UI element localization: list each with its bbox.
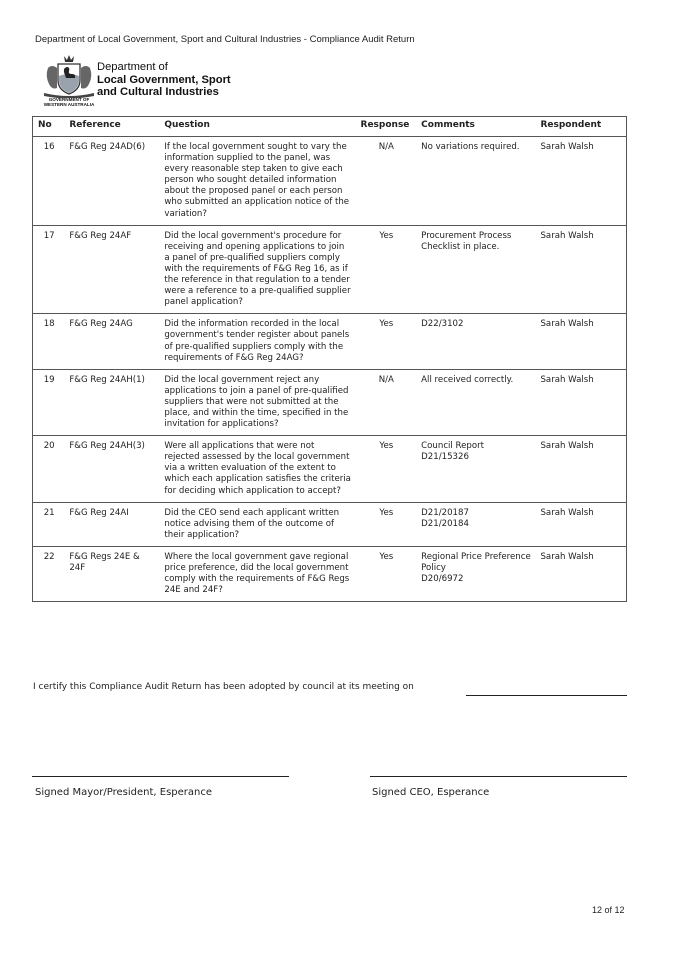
logo-caption bbox=[38, 97, 100, 107]
row-respondent: Sarah Walsh bbox=[535, 436, 626, 502]
department-name bbox=[97, 61, 231, 99]
page-number: 12 of 12 bbox=[592, 905, 625, 915]
row-no: 16 bbox=[33, 137, 65, 226]
row-reference: F&G Reg 24AF bbox=[64, 225, 159, 314]
row-response: Yes bbox=[356, 546, 417, 601]
row-reference: F&G Reg 24AH(1) bbox=[64, 369, 159, 435]
table-row bbox=[33, 314, 627, 369]
table-row bbox=[33, 225, 627, 314]
row-reference: F&G Reg 24AD(6) bbox=[64, 137, 159, 226]
row-comments bbox=[416, 225, 535, 314]
header-response: Response bbox=[356, 117, 417, 137]
ceo-signature-line bbox=[370, 776, 627, 777]
row-no: 17 bbox=[33, 225, 65, 314]
comment-line: D20/6972 bbox=[421, 574, 464, 585]
row-question: If the local government sought to vary the information supplied to the panel, was every reasonable step taken to give each person who sought detailed information about the proposed panel or each person who submitted an application notice of the variation? bbox=[159, 137, 355, 226]
row-comments bbox=[416, 502, 535, 546]
ceo-signature-label: Signed CEO, Esperance bbox=[372, 787, 490, 798]
table-row bbox=[33, 436, 627, 502]
row-no: 20 bbox=[33, 436, 65, 502]
header-no: No bbox=[33, 117, 65, 137]
table-row bbox=[33, 546, 627, 601]
comment-line: D21/20187 bbox=[421, 507, 469, 518]
dept-line-1: Department of bbox=[97, 61, 168, 73]
row-response: Yes bbox=[356, 314, 417, 369]
row-reference: F&G Reg 24AI bbox=[64, 502, 159, 546]
compliance-audit-table bbox=[32, 116, 627, 602]
row-comments bbox=[416, 369, 535, 435]
row-reference: F&G Reg 24AG bbox=[64, 314, 159, 369]
row-question: Did the local government's procedure for receiving and opening applications to join a panel of pre-qualified suppliers comply with the requirements of F&G Reg 16, as if the reference in that regulation to a tender were a reference to a pre-qualified supplier panel application? bbox=[159, 225, 355, 314]
row-no: 22 bbox=[33, 546, 65, 601]
comment-line: All received correctly. bbox=[421, 374, 514, 385]
row-reference: F&G Reg 24AH(3) bbox=[64, 436, 159, 502]
row-respondent: Sarah Walsh bbox=[535, 137, 626, 226]
row-comments bbox=[416, 546, 535, 601]
meeting-date-line bbox=[466, 695, 627, 696]
row-comments bbox=[416, 137, 535, 226]
row-question: Did the information recorded in the local government's tender register about panels of pre-qualified suppliers comply with the requirements of F&G Reg 24AG? bbox=[159, 314, 355, 369]
header-comments: Comments bbox=[416, 117, 535, 137]
row-comments bbox=[416, 436, 535, 502]
dept-line-2: Local Government, Sport bbox=[97, 73, 231, 86]
header-reference: Reference bbox=[64, 117, 159, 137]
row-reference: F&G Regs 24E & 24F bbox=[64, 546, 159, 601]
mayor-signature-label: Signed Mayor/President, Esperance bbox=[35, 787, 213, 798]
comment-line: D21/20184 bbox=[421, 518, 469, 529]
row-respondent: Sarah Walsh bbox=[535, 546, 626, 601]
comment-line: Procurement Process Checklist in place. bbox=[421, 230, 512, 252]
row-response: Yes bbox=[356, 436, 417, 502]
row-response: Yes bbox=[356, 502, 417, 546]
table-row bbox=[33, 137, 627, 226]
certification-statement: I certify this Compliance Audit Return has been adopted by council at its meeting on bbox=[33, 682, 414, 692]
row-no: 19 bbox=[33, 369, 65, 435]
row-no: 18 bbox=[33, 314, 65, 369]
comment-line: Council Report bbox=[421, 441, 485, 452]
row-respondent: Sarah Walsh bbox=[535, 369, 626, 435]
row-respondent: Sarah Walsh bbox=[535, 502, 626, 546]
row-comments bbox=[416, 314, 535, 369]
row-respondent: Sarah Walsh bbox=[535, 314, 626, 369]
logo-caption-line-1: GOVERNMENT OF bbox=[48, 97, 90, 102]
row-question: Where the local government gave regional price preference, did the local government comply with the requirements of F&G Regs 24E and 24F? bbox=[159, 546, 355, 601]
header-question: Question bbox=[159, 117, 355, 137]
logo-caption-line-2: WESTERN AUSTRALIA bbox=[43, 102, 95, 107]
row-response: N/A bbox=[356, 137, 417, 226]
comment-line: D22/3102 bbox=[421, 319, 464, 330]
header-respondent: Respondent bbox=[535, 117, 626, 137]
comment-line: Regional Price Preference Policy bbox=[421, 551, 531, 573]
table-row bbox=[33, 502, 627, 546]
dept-line-3: and Cultural Industries bbox=[97, 86, 219, 98]
row-question: Were all applications that were not rejected assessed by the local government via a written evaluation of the extent to which each application satisfies the criteria for deciding which application to accept? bbox=[159, 436, 355, 502]
row-response: Yes bbox=[356, 225, 417, 314]
running-header: Department of Local Government, Sport and Cultural Industries - Compliance Audit Return bbox=[35, 34, 415, 45]
row-question: Did the CEO send each applicant written notice advising them of the outcome of their application? bbox=[159, 502, 355, 546]
row-no: 21 bbox=[33, 502, 65, 546]
comment-line: D21/15326 bbox=[421, 452, 469, 463]
comment-line: No variations required. bbox=[421, 142, 520, 152]
mayor-signature-line bbox=[32, 776, 289, 777]
table-header-row bbox=[33, 117, 627, 137]
row-question: Did the local government reject any applications to join a panel of pre-qualified suppliers that were not submitted at the place, and within the time, specified in the invitation for applications? bbox=[159, 369, 355, 435]
row-response: N/A bbox=[356, 369, 417, 435]
table-row bbox=[33, 369, 627, 435]
row-respondent: Sarah Walsh bbox=[535, 225, 626, 314]
